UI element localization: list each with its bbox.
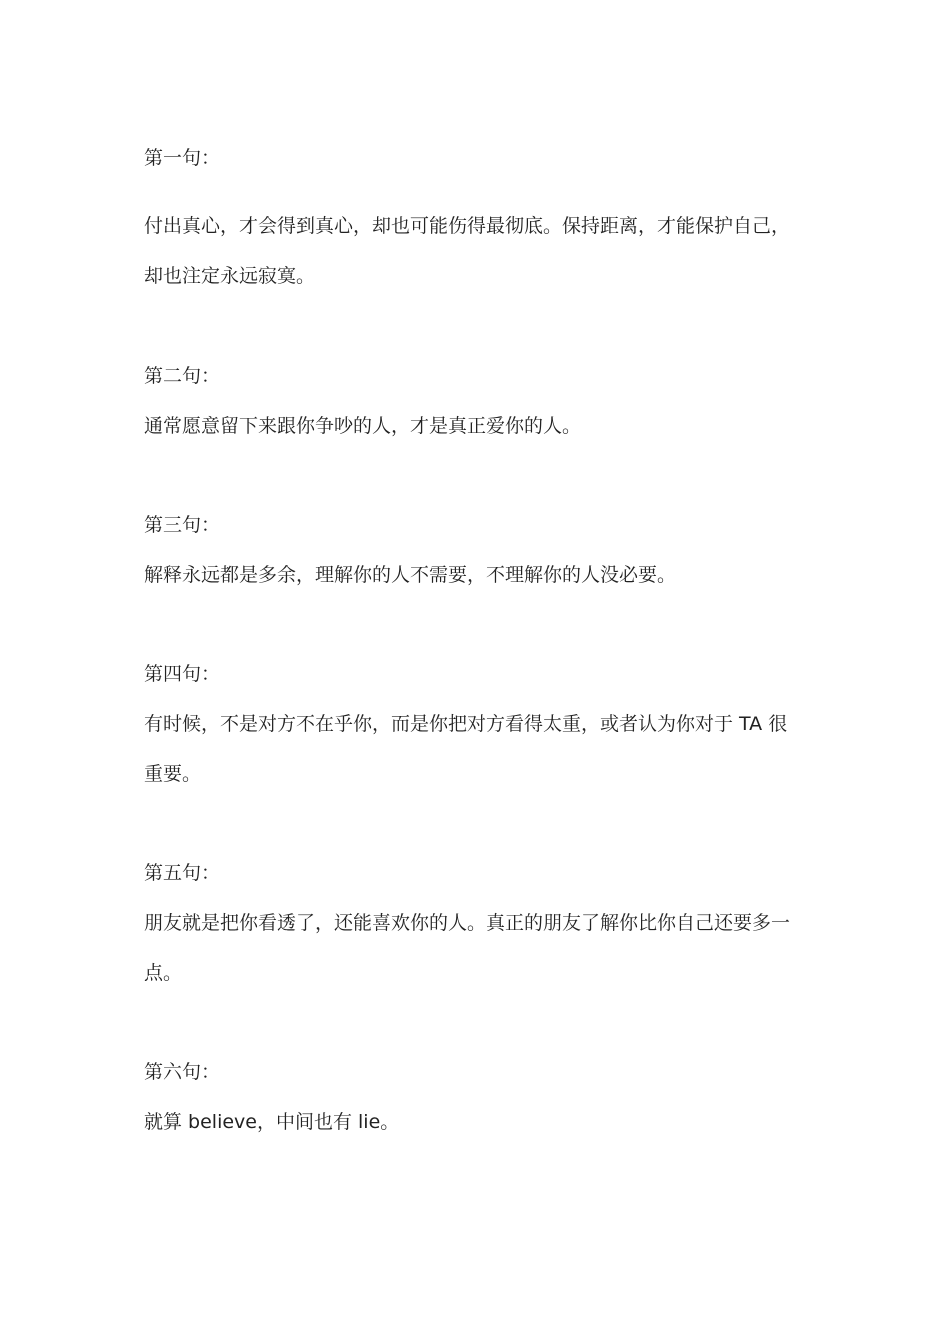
section-1-line-1: 付出真心，才会得到真心，却也可能伤得最彻底。保持距离，才能保护自己，: [144, 215, 791, 237]
section-4-line-1: 有时候，不是对方不在乎你，而是你把对方看得太重，或者认为你对于 TA 很: [144, 713, 788, 735]
section-3-line-1: 解释永远都是多余，理解你的人不需要，不理解你的人没必要。: [144, 564, 677, 586]
section-2-line-1: 通常愿意留下来跟你争吵的人，才是真正爱你的人。: [144, 415, 582, 437]
section-6-heading: 第六句：: [144, 1061, 221, 1083]
section-5-line-1: 朋友就是把你看透了，还能喜欢你的人。真正的朋友了解你比你自己还要多一: [144, 912, 791, 934]
section-5-heading: 第五句：: [144, 862, 221, 884]
section-3-heading: 第三句：: [144, 514, 221, 536]
section-4-heading: 第四句：: [144, 663, 221, 685]
section-1-line-2: 却也注定永远寂寞。: [144, 265, 316, 287]
section-1-heading: 第一句：: [144, 147, 221, 169]
section-5-line-2: 点。: [144, 962, 183, 984]
section-6-line-1: 就算 believe，中间也有 lie。: [144, 1111, 400, 1133]
section-2-heading: 第二句：: [144, 365, 221, 387]
section-4-line-2: 重要。: [144, 763, 202, 785]
